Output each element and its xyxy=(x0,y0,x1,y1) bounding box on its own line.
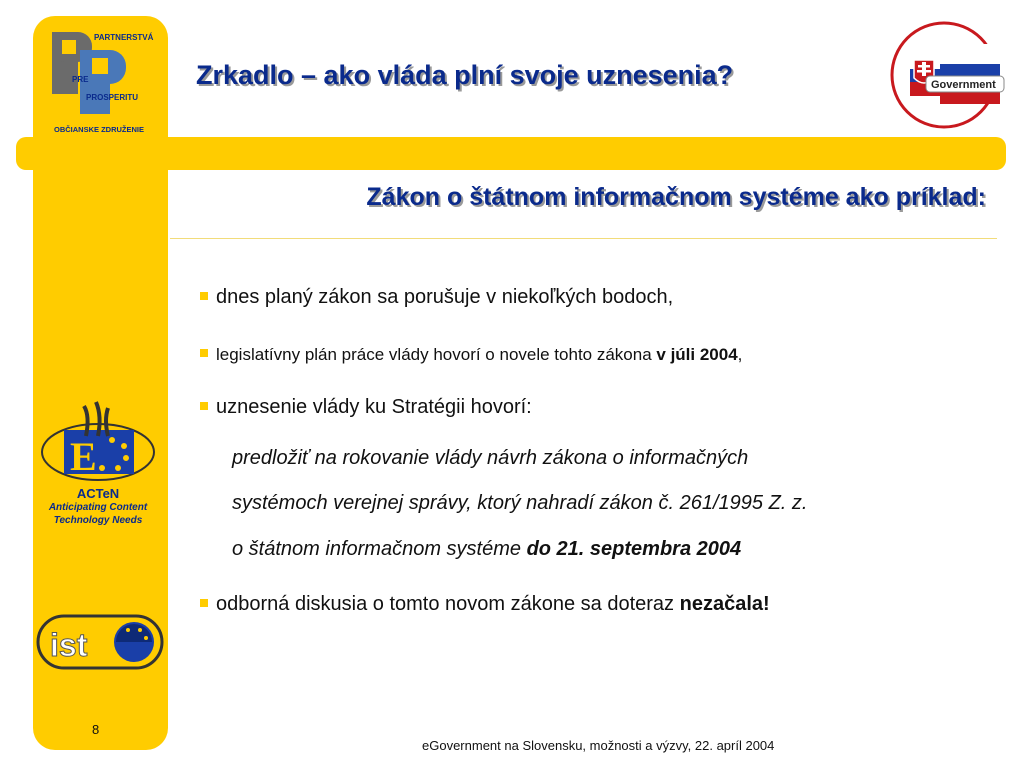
egov-logo-text: Government xyxy=(931,79,996,91)
bullet-text-2-tail: , xyxy=(737,345,743,364)
bullet-text-2: legislatívny plán práce vlády hovorí o novele tohto zákona xyxy=(216,345,657,364)
acten-caption xyxy=(36,486,160,527)
bullet-text-2-bold: v júli 2004 xyxy=(656,345,738,364)
list-item xyxy=(200,396,532,419)
acten-name: ACTeN xyxy=(76,486,120,501)
ist-logo-text: ist xyxy=(50,627,88,663)
logo-line1: PARTNERSTVÁ xyxy=(94,33,154,42)
quote-line-3-bold: do 21. septembra 2004 xyxy=(526,538,742,560)
logo-line2: PRE xyxy=(72,75,89,84)
quote-line-3-text: o štátnom informačnom systéme xyxy=(232,538,527,560)
list-item xyxy=(200,286,673,309)
svg-text:E: E xyxy=(70,434,97,479)
bullet-marker xyxy=(200,349,208,357)
quote-line-3 xyxy=(232,538,741,561)
logo-line3: PROSPERITU xyxy=(86,93,139,102)
bullet-text-4: odborná diskusia o tomto novom zákone sa doteraz xyxy=(216,593,680,615)
egovernment-logo xyxy=(890,20,1008,130)
list-item xyxy=(200,345,742,365)
bullet-text-1: dnes planý zákon sa porušuje v niekoľkých bodoch, xyxy=(216,286,674,308)
divider xyxy=(170,238,997,239)
partnerstva-logo xyxy=(50,26,162,136)
section-subtitle: Zákon o štátnom informačnom systéme ako príklad: xyxy=(366,183,986,211)
quote-line-1: predložiť na rokovanie vlády návrh zákona o informačných xyxy=(232,447,749,469)
bullet-marker xyxy=(200,292,208,300)
acten-line1: Anticipating Content xyxy=(48,502,148,513)
header-band xyxy=(16,137,1006,170)
page-number: 8 xyxy=(92,722,100,737)
quote-line-2: systémoch verejnej správy, ktorý nahradí zákon č. 261/1995 Z. z. xyxy=(232,492,808,514)
bullet-marker xyxy=(200,599,208,607)
bullet-text-3: uznesenie vlády ku Stratégii hovorí: xyxy=(216,396,532,418)
page-title: Zrkadlo – ako vláda plní svoje uznesenia? xyxy=(196,60,734,90)
bullet-marker xyxy=(200,402,208,410)
acten-line2: Technology Needs xyxy=(53,515,143,526)
bullet-text-4-bold: nezačala! xyxy=(679,593,770,615)
logo-line4: OBČIANSKE ZDRUŽENIE xyxy=(54,125,145,134)
list-item xyxy=(200,593,770,616)
ist-logo xyxy=(36,612,164,672)
footer-text: eGovernment na Slovensku, možnosti a výzvy, 22. apríl 2004 xyxy=(422,738,775,753)
